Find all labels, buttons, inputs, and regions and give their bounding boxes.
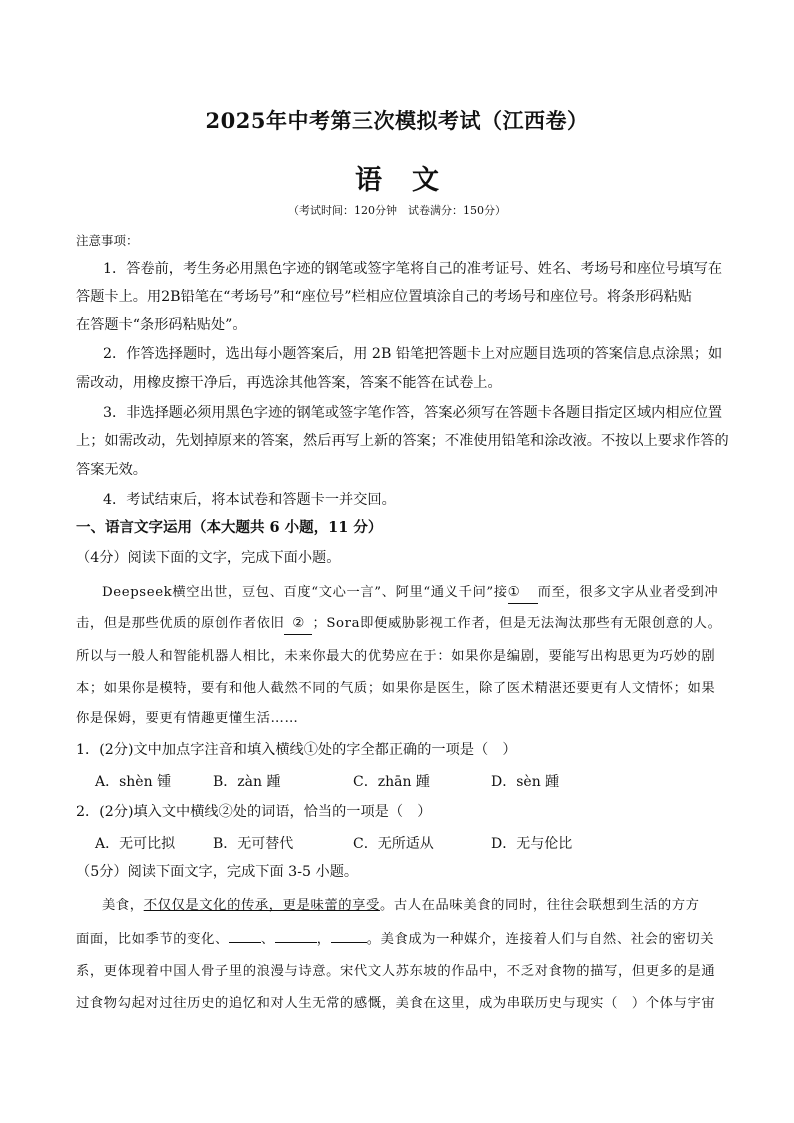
passage-2-line-2 <box>76 928 714 950</box>
notice-heading: 注意事项： <box>76 233 139 248</box>
exam-info: （考试时间：120分钟 试卷满分：150分） <box>288 204 506 217</box>
group-1-intro: （4分）阅读下面的文字，完成下面小题。 <box>76 550 341 566</box>
section-1-heading: 一、语言文字运用（本大题共 6 小题，11 分） <box>76 519 383 536</box>
q2-option-b[interactable]: B．无可替代 <box>213 836 294 852</box>
exam-title: 2025年中考第三次模拟考试（江西卷） <box>205 108 589 133</box>
notice-item-1-line-3: 在答题卡“条形码粘贴处”。 <box>76 317 247 333</box>
underlined-phrase: 不仅仅是文化的传承，更是味蕾的享受 <box>143 898 380 913</box>
passage-2-text: 、 <box>260 932 275 947</box>
subject-title: 语文 <box>355 165 469 196</box>
blank-2: ② <box>284 614 312 635</box>
notice-item-2-line-2: 需改动，用橡皮擦干净后，再选涂其他答案，答案不能答在试卷上。 <box>76 375 502 391</box>
q1-option-d[interactable]: D．sèn 踵 <box>491 774 560 790</box>
blank-1: ① <box>508 583 538 604</box>
q1-option-b[interactable]: B．zàn 踵 <box>213 774 281 790</box>
notice-item-3-line-2: 上；如需改动，先划掉原来的答案，然后再写上新的答案；不准使用铅笔和涂改液。不按以上要求作答的 <box>76 433 729 449</box>
passage-1-text: ；Sora即便威胁影视工作者，但是无法淘汰那些有无限创意的人。 <box>312 616 722 631</box>
passage-2-text: ， <box>316 932 331 947</box>
notice-item-3-line-1: 3．非选择题必须用黑色字迹的钢笔或签字笔作答，答案必须写在答题卡各题目指定区域内相应位置 <box>103 405 723 421</box>
passage-1-line-5: 你是保姆，要更有情趣更懂生活…… <box>76 711 299 726</box>
passage-1-line-2 <box>76 614 721 635</box>
q2-option-a[interactable]: A．无可比拟 <box>95 836 176 852</box>
fill-blank-3[interactable] <box>331 928 367 943</box>
passage-1-text: 而至，很多文字从业者受到冲 <box>537 585 719 600</box>
fill-blank-1[interactable] <box>229 928 261 943</box>
passage-2-line-4: 过食物勾起对过往历史的追忆和对人生无常的感慨，美食在这里，成为串联历史与现实（ ）个体与宇宙 <box>76 996 716 1011</box>
notice-item-1-line-1: 1．答卷前，考生务必用黑色字迹的钢笔或签字笔将自己的准考证号、姓名、考场号和座位号填写在 <box>103 261 723 277</box>
passage-2-text: 。古人在品味美食的同时，往往会联想到生活的方方 <box>379 898 700 913</box>
passage-1-text: 击，但是那些优质的原创作者依旧 <box>76 616 285 631</box>
fill-blank-2[interactable] <box>275 928 317 943</box>
passage-1-text: Deepseek横空出世，豆包、百度“文心一言”、阿里“通义千问”接 <box>102 585 508 600</box>
question-2-stem: 2．(2分)填入文中横线②处的词语，恰当的一项是（ ） <box>76 804 432 820</box>
question-1-stem: 1．(2分)文中加点字注音和填入横线①处的字全都正确的一项是（ ） <box>76 742 517 758</box>
passage-1-line-3: 所以与一般人和智能机器人相比，未来你最大的优势应在于：如果你是编剧，要能写出构思更为巧妙的剧 <box>76 649 716 664</box>
q1-option-c[interactable]: C．zhān 踵 <box>353 774 430 790</box>
notice-item-1-line-2: 答题卡上。用2B铅笔在“考场号”和“座位号”栏相应位置填涂自己的考场号和座位号。将条形码粘贴 <box>76 289 692 305</box>
passage-1-line-1 <box>102 583 718 604</box>
notice-item-2-line-1: 2．作答选择题时，选出每小题答案后，用 2B 铅笔把答题卡上对应题目选项的答案信息点涂黑；如 <box>103 346 723 362</box>
notice-item-3-line-3: 答案无效。 <box>76 462 147 478</box>
passage-2-text: 面面，比如季节的变化、 <box>76 932 229 947</box>
q1-option-a[interactable]: A．shèn 锺 <box>95 774 172 790</box>
group-2-intro: （5分）阅读下面文字，完成下面 3-5 小题。 <box>76 864 359 880</box>
passage-2-text: 。美食成为一种媒介，连接着人们与自然、社会的密切关 <box>366 932 715 947</box>
passage-2-line-3: 系，更体现着中国人骨子里的浪漫与诗意。宋代文人苏东坡的作品中，不乏对食物的描写，但更多的是通 <box>76 964 716 979</box>
notice-item-4-line-1: 4．考试结束后，将本试卷和答题卡一并交回。 <box>103 492 396 508</box>
passage-2-line-1 <box>102 896 700 916</box>
passage-2-text: 美食， <box>102 898 144 913</box>
passage-1-line-4: 本；如果你是模特，要有和他人截然不同的气质；如果你是医生，除了医术精湛还要更有人文情怀；如果 <box>76 681 716 696</box>
q2-option-c[interactable]: C．无所适从 <box>353 836 434 852</box>
q2-option-d[interactable]: D．无与伦比 <box>491 836 573 852</box>
